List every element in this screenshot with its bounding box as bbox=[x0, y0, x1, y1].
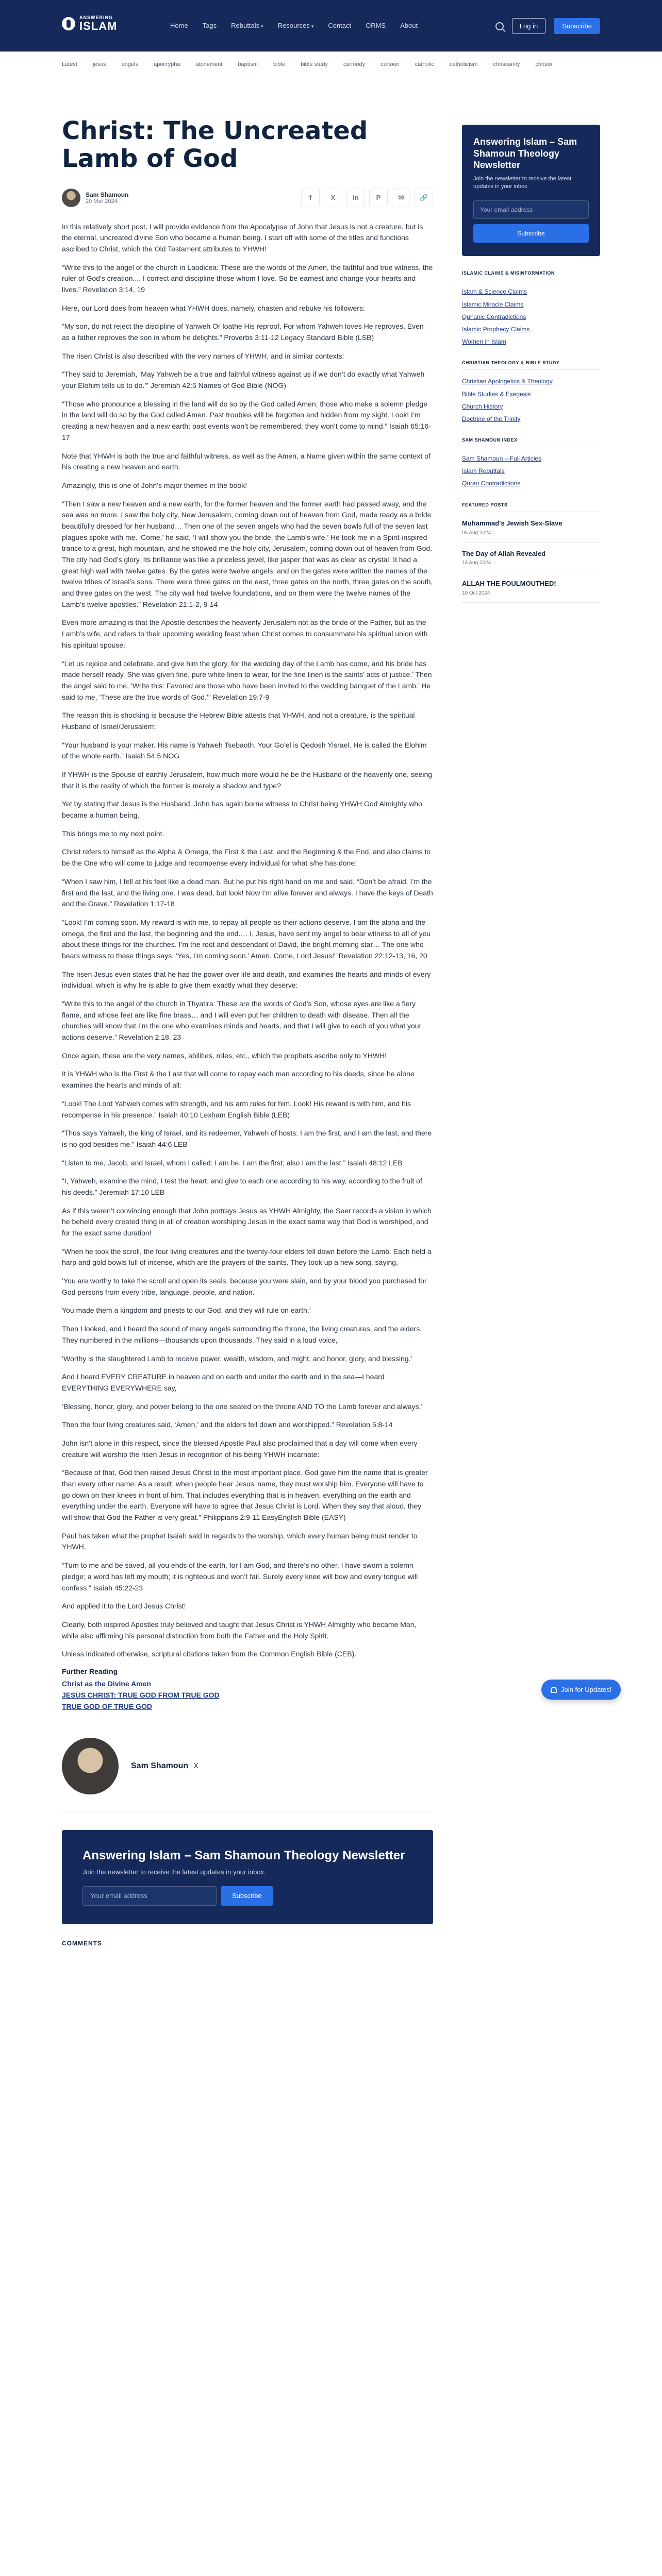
main-nav bbox=[170, 22, 418, 29]
featured-post-date: 13 Aug 2024 bbox=[462, 560, 491, 566]
quote: ‘You are worthy to take the scroll and open its seals, because you were slain, and by your blood you purchased for God persons from every tribe, language, people, and nation. bbox=[62, 1277, 427, 1296]
nav-tags[interactable]: Tags bbox=[202, 22, 217, 29]
author-name: Sam Shamoun bbox=[86, 191, 129, 198]
paragraph: Unless indicated otherwise, scriptural citations taken from the Common English Bible (CEB). bbox=[62, 1650, 357, 1658]
paragraph: John isn’t alone in this respect, since the blessed Apostle Paul also proclaimed that a day will come when every creature will worship the risen Jesus in recognition of his being YHWH incarnate: bbox=[62, 1438, 418, 1459]
further-reading-link[interactable]: TRUE GOD OF TRUE GOD bbox=[62, 1702, 152, 1710]
quote: And I heard EVERY CREATURE in heaven and on earth and under the earth and in the sea—I heard EVERYTHING EVERYWHERE say, bbox=[62, 1372, 385, 1392]
sidebar-link[interactable]: Doctrine of the Trinity bbox=[462, 415, 521, 422]
quote: “Your husband is your maker. His name is Yahweh Tsebaoth. Your Go’el is Qedosh Yisrael. He is called the Elohim of the whole earth.” Isaiah 54:5 NOG bbox=[62, 740, 427, 760]
quote: “Because of that, God then raised Jesus Christ to the most important place. God gave him the name that is greater than every other name. As a result, when people hear Jesus’ name, they must worship him. Everyone will have to go down on their knees in front of him. That includes everything that is in heaven, everything on the earth and everything under the earth. Everyone will have to agree that Jesus Christ is Lord. When they say that aloud, they will show that God the Father is very great.” Philippians 2:9-11 EasyEnglish Bible (EASY) bbox=[62, 1468, 428, 1522]
newsletter-subscribe-button[interactable]: Subscribe bbox=[221, 1886, 273, 1906]
sidebar-section-heading: CHRISTIAN THEOLOGY & BIBLE STUDY bbox=[462, 360, 600, 370]
tag-link[interactable]: christianity bbox=[493, 61, 520, 67]
featured-post[interactable] bbox=[462, 580, 600, 603]
tag-link[interactable]: Latest bbox=[62, 61, 77, 67]
paragraph: This brings me to my next point. bbox=[62, 829, 164, 838]
paragraph: Note that YHWH is both the true and faithful witness, as well as the Amen, a Name given within the same context of his creating a new heaven and earth. bbox=[62, 451, 431, 471]
tag-link[interactable]: christo bbox=[535, 61, 552, 67]
comments-heading: COMMENTS bbox=[62, 1939, 102, 1947]
paragraph: If YHWH is the Spouse of earthly Jerusalem, how much more would he be the Husband of the heavenly one, seeing that it is the reality of which the former is merely a shadow and type? bbox=[62, 770, 433, 790]
quote: ‘Blessing, honor, glory, and power belong to the one seated on the throne AND TO the Lamb forever and always.’ bbox=[62, 1402, 423, 1411]
pinterest-icon[interactable]: P bbox=[369, 189, 388, 207]
nav-rebuttals-label: Rebuttals bbox=[231, 22, 260, 29]
sidebar-section-index bbox=[462, 437, 600, 488]
nav-rebuttals[interactable] bbox=[231, 22, 263, 29]
sidebar-link[interactable]: Islam Rebuttals bbox=[462, 467, 505, 475]
join-updates-label: Join for Updates! bbox=[561, 1686, 612, 1693]
site-header bbox=[0, 0, 662, 52]
newsletter-description: Join the newsletter to receive the latest updates in your inbox. bbox=[82, 1868, 266, 1876]
quote: “Look! The Lord Yahweh comes with strength, and his arm rules for him. Look! His reward is with him, and his recompense in his presence.” Isaiah 40:10 Lexham English Bible (LEB) bbox=[62, 1099, 411, 1119]
tag-link[interactable]: atonement bbox=[195, 61, 223, 67]
quote: “They said to Jeremiah, ‘May Yahweh be a true and faithful witness against us if we don’t do exactly what Yahweh your Elohim tells us to do.’” Jeremiah 42:5 Names of God Bible (NOG) bbox=[62, 370, 425, 390]
sidebar-newsletter-title: Answering Islam – Sam Shamoun Theology Newsletter bbox=[473, 137, 577, 170]
quote: “Turn to me and be saved, all you ends of the earth, for I am God, and there’s no other. I have sworn a solemn pledge; a word has left my mouth; it is righteous and won’t fail. Surely every knee will bow and every tongue will confess.” Isaiah 45:22-23 bbox=[62, 1561, 418, 1592]
sidebar-email-input[interactable] bbox=[473, 200, 589, 219]
sidebar-link[interactable]: Islamic Miracle Claims bbox=[462, 300, 524, 308]
quote: “Let us rejoice and celebrate, and give him the glory, for the wedding day of the Lamb has come, and his bride has made herself ready. She was given fine, pure white linen to wear, for the fine linen is the saints’ acts of justice.’ Then the angel said to me, ‘Write this: Favored are those who have been invited to the wedding banquet of the Lamb.’ He said to me, ‘These are the true words of God.’” Revelation 19:7-9 bbox=[62, 659, 432, 701]
sidebar-link[interactable]: Bible Studies & Exegesis bbox=[462, 390, 531, 398]
quote: “When I saw him, I fell at his feet like a dead man. But he put his right hand on me and said, “Don’t be afraid. I’m the first and the last, and the living one. I was dead, but look! Now I’m alive forever and always. I have the keys of Death and the Grave.” Revelation 1:17-18 bbox=[62, 877, 433, 908]
paragraph: Clearly, both inspired Apostles truly believed and taught that Jesus Christ is YHWH Almighty who became Man, while also affirming his personal distinction from both the Father and the Holy Spirit. bbox=[62, 1620, 417, 1640]
further-reading-heading: Further Reading bbox=[62, 1667, 118, 1675]
paragraph: Christ refers to himself as the Alpha & Omega, the First & the Last, and the Beginning & the End, and also claims to be the One who will come to judge and recompense every individual for what s/he has done: bbox=[62, 848, 431, 868]
newsletter-box bbox=[62, 1830, 433, 1924]
sidebar-link[interactable]: Christian Apologetics & Theology bbox=[462, 378, 553, 385]
paragraph: It is YHWH who is the First & the Last that will come to repay each man according to his deeds, since he alone examines the hearts and minds of all: bbox=[62, 1070, 415, 1090]
paragraph: Amazingly, this is one of John’s major themes in the book! bbox=[62, 481, 247, 489]
author-card bbox=[62, 1721, 433, 1811]
share-bar bbox=[301, 189, 433, 207]
login-button[interactable]: Log in bbox=[512, 18, 545, 34]
linkedin-icon[interactable]: in bbox=[346, 189, 365, 207]
quote: “When he took the scroll, the four living creatures and the twenty-four elders fell down before the Lamb. Each held a harp and gold bowls full of incense, which are the prayers of the saints. They took up a new song, saying, bbox=[62, 1247, 432, 1267]
quote: Then the four living creatures said, ‘Amen,’ and the elders fell down and worshipped.” Revelation 5:8-14 bbox=[62, 1420, 393, 1429]
quote: “Look! I’m coming soon. My reward is with me, to repay all people as their actions deserve. I am the alpha and the omega, the first and the last, the beginning and the end.… I, Jesus, have sent my angel to bear witness to all of you about these things for the churches. I’m the root and descendant of David, the bright morning star… The one who bears witness to these things says, ‘Yes, I’m coming soon.’ Amen. Come, Lord Jesus!” Revelation 22:12-13, 16, 20 bbox=[62, 918, 431, 960]
tag-link[interactable]: catholic bbox=[415, 61, 434, 67]
paragraph: As if this weren’t convincing enough that John portrays Jesus as YHWH Almighty, the Seer records a vision in which he beheld every created thing in all of creation worshiping Jesus in the exact same way that God is worshiped, and for the exact same duration! bbox=[62, 1206, 432, 1237]
paragraph: Once again, these are the very names, abilities, roles, etc., which the prophets ascribe only to YHWH! bbox=[62, 1051, 387, 1060]
sidebar-section-heading: ISLAMIC CLAIMS & MISINFORMATION bbox=[462, 270, 600, 280]
nav-contact[interactable]: Contact bbox=[328, 22, 352, 29]
facebook-icon[interactable]: f bbox=[301, 189, 320, 207]
nav-about[interactable]: About bbox=[400, 22, 418, 29]
tag-link[interactable]: bible study bbox=[301, 61, 328, 67]
paragraph: The risen Jesus even states that he has the power over life and death, and examines the hearts and minds of every individual, which is why he is able to give them exactly what they deserve: bbox=[62, 970, 431, 990]
avatar[interactable] bbox=[62, 1738, 119, 1794]
sidebar-link[interactable]: Sam Shamoun – Full Articles bbox=[462, 455, 542, 463]
featured-post-title: ALLAH THE FOULMOUTHED! bbox=[462, 580, 556, 588]
sidebar-featured-posts bbox=[462, 502, 600, 603]
quote: “I, Yahweh, examine the mind, I test the heart, and give to each one according to his way, according to the fruit of his deeds.” Jeremiah 17:10 LEB bbox=[62, 1177, 422, 1196]
tag-link[interactable]: baptism bbox=[238, 61, 258, 67]
sidebar-link[interactable]: Quran Contradictions bbox=[462, 480, 521, 487]
quote: ‘Worthy is the slaughtered Lamb to receive power, wealth, wisdom, and might, and honor, glory, and blessing.’ bbox=[62, 1354, 412, 1363]
sidebar-link[interactable]: Islamic Prophecy Claims bbox=[462, 325, 530, 333]
further-reading-link[interactable]: Christ as the Divine Amen bbox=[62, 1679, 151, 1688]
subscribe-button[interactable]: Subscribe bbox=[554, 18, 600, 34]
quote: “Listen to me, Jacob, and Israel, whom I called: I am he. I am the first; also I am the last.” Isaiah 48:12 LEB bbox=[62, 1158, 403, 1167]
sidebar-link[interactable]: Women in Islam bbox=[462, 338, 506, 346]
sidebar-section-heading: FEATURED POSTS bbox=[462, 502, 600, 512]
featured-post-title: The Day of Allah Revealed bbox=[462, 549, 546, 557]
quote: “My son, do not reject the discipline of Yahweh Or loathe His reproof, For whom Yahweh loves He reproves, Even as a father reproves the son in whom he delights.” Proverbs 3:11-12 Legacy Standard Bible (LSB) bbox=[62, 322, 424, 342]
author-card-name[interactable]: Sam Shamoun bbox=[131, 1761, 189, 1770]
tag-link[interactable]: catholicism bbox=[450, 61, 478, 67]
quote: Then I looked, and I heard the sound of many angels surrounding the throne, the living creatures, and the elders. They numbered in the millions—thousands upon thousands. They said in a loud voice, bbox=[62, 1325, 422, 1344]
article-author[interactable] bbox=[62, 189, 128, 207]
nav-orms[interactable]: ORMS bbox=[366, 22, 386, 29]
logo-big-text: ISLAM bbox=[79, 20, 118, 33]
featured-post-date: 05 Aug 2024 bbox=[462, 530, 491, 536]
publish-date: 20 Mar 2024 bbox=[86, 198, 118, 205]
tag-link[interactable]: jesus bbox=[92, 61, 106, 67]
sidebar-newsletter bbox=[462, 125, 600, 256]
nav-resources-label: Resources bbox=[277, 22, 310, 29]
newsletter-title: Answering Islam – Sam Shamoun Theology Newsletter bbox=[82, 1848, 405, 1862]
featured-post[interactable] bbox=[462, 519, 600, 543]
paragraph: And applied it to the Lord Jesus Christ! bbox=[62, 1602, 186, 1611]
paragraph: In this relatively short post, I will provide evidence from the Apocalypse of John that Jesus is not a creature, but is the eternal, uncreated divine Son who became a human being. I start off with some of the titles and functions ascribed to Christ, which the Old Testament attributes to YHWH! bbox=[62, 222, 423, 253]
sidebar-section-heading: SAM SHAMOUN INDEX bbox=[462, 437, 600, 447]
sidebar-newsletter-description: Join the newsletter to receive the latest updates in your inbox. bbox=[473, 175, 572, 190]
tag-link[interactable]: carmody bbox=[343, 61, 365, 67]
join-updates-button[interactable] bbox=[541, 1680, 621, 1700]
paragraph: Yet by stating that Jesus is the Husband, John has again borne witness to Christ being YHWH God Almighty who became a human being. bbox=[62, 800, 422, 820]
nav-home[interactable]: Home bbox=[170, 22, 188, 29]
tag-link[interactable]: angels bbox=[121, 61, 139, 67]
chevron-down-icon: ▾ bbox=[311, 24, 314, 29]
sidebar-subscribe-button[interactable]: Subscribe bbox=[473, 224, 589, 243]
paragraph: The risen Christ is also described with the very names of YHWH, and in similar contexts: bbox=[62, 351, 344, 360]
logo-small-text: ANSWERING bbox=[79, 15, 113, 20]
featured-post-date: 10 Oct 2024 bbox=[462, 590, 490, 597]
article-body bbox=[62, 222, 433, 1710]
quote: “Those who pronounce a blessing in the land will do so by the God called Amen; those who make a solemn pledge in the land will do so by the God called Amen. Past troubles will be forgotten and hidden from my sight. Look! I’m creating a new heaven and a new earth: past events won’t be remembered; they won’t come to mind.” Isaiah 65:16-17 bbox=[62, 399, 431, 442]
quote: You made them a kingdom and priests to our God, and they will rule on earth.’ bbox=[62, 1306, 311, 1315]
tag-link[interactable]: apocrypha bbox=[154, 61, 180, 67]
x-icon[interactable]: X bbox=[324, 189, 342, 207]
paragraph: Here, our Lord does from heaven what YHWH does, namely, chasten and rebuke his followers: bbox=[62, 303, 365, 312]
avatar bbox=[62, 189, 80, 207]
featured-post[interactable] bbox=[462, 550, 600, 573]
quote: “Write this to the angel of the church in Laodicea: These are the words of the Amen, the faithful and true witness, the ruler of God’s creation.... I correct and discipline those whom I love. So be earnest and change your hearts and lives.” Revelation 3:14, 19 bbox=[62, 263, 433, 294]
sidebar-link[interactable]: Islam & Science Claims bbox=[462, 288, 527, 296]
further-reading-link[interactable]: JESUS CHRIST: TRUE GOD FROM TRUE GOD bbox=[62, 1690, 220, 1699]
article bbox=[62, 77, 433, 1947]
sidebar-link[interactable]: Church History bbox=[462, 402, 503, 410]
quote: “Write this to the angel of the church in Thyatira: These are the words of God’s Son, whose eyes are like a fiery flame, and whose feet are like fine brass… and I will even put her children to death with disease. Then all the churches will know that I’m the one who examines minds and hearts, and that I will give to each of you what your actions deserve.” Revelation 2:18, 23 bbox=[62, 999, 422, 1042]
paragraph: The reason this is shocking is because the Hebrew Bible attests that YHWH, and not a creature, is the spiritual Husband of Israel/Jerusalem: bbox=[62, 711, 415, 731]
x-icon[interactable]: X bbox=[193, 1761, 198, 1770]
chevron-down-icon: ▾ bbox=[261, 24, 263, 29]
email-icon[interactable]: ✉ bbox=[392, 189, 410, 207]
quote: “Then I saw a new heaven and a new earth, for the former heaven and the former earth had passed away, and the sea was no more. I saw the holy city, New Jerusalem, coming down out of heaven from God, made ready as a bride beautifully dressed for her husband… Then one of the seven angels who had the seven bowls full of the seven last plagues spoke with me. ‘Come,’ he said, ‘I will show you the bride, the Lamb’s wife.’ He took me in a Spirit-inspired trance to a great, high mountain, and he showed me the holy city, Jerusalem, coming down out of heaven from God. The city had God’s glory. Its brilliance was like a priceless jewel, like jasper that was as clear as crystal. It had a great high wall with twelve gates. By the gates were twelve angels, and on the gates were written the names of the twelve tribes of Israel’s sons. There were three gates on the east, three gates on the north, three gates on the south, and three gates on the west. The city wall had twelve foundations, and on them were the twelve names of the Lamb’s twelve apostles.” Revelation 21:1-2, 9-14 bbox=[62, 499, 433, 608]
sidebar-section-islamic-claims bbox=[462, 270, 600, 346]
logo-icon bbox=[62, 17, 75, 30]
bell-icon bbox=[551, 1687, 557, 1693]
sidebar-section-theology bbox=[462, 360, 600, 423]
nav-resources[interactable] bbox=[278, 22, 314, 29]
newsletter-email-input[interactable] bbox=[82, 1886, 217, 1906]
site-logo[interactable] bbox=[62, 15, 117, 32]
sidebar-link[interactable]: Qur'anic Contradictions bbox=[462, 313, 526, 320]
quote: “Thus says Yahweh, the king of Israel, and its redeemer, Yahweh of hosts: I am the first, and I am the last, and there is no god besides me.” Isaiah 44:6 LEB bbox=[62, 1129, 432, 1148]
article-title: Christ: The Uncreated Lamb of God bbox=[62, 116, 368, 173]
search-icon[interactable] bbox=[495, 22, 504, 30]
link-icon[interactable]: 🔗 bbox=[415, 189, 433, 207]
featured-post-title: Muhammad's Jewish Sex-Slave bbox=[462, 519, 562, 527]
tag-link[interactable]: bible bbox=[273, 61, 286, 67]
paragraph: Even more amazing is that the Apostle describes the heavenly Jerusalem not as the bride of the Father, but as the Lamb’s wife, and refers to their upcoming wedding feast when Christ comes to consummate his spiritual union with his spiritual spouse: bbox=[62, 618, 428, 649]
paragraph: Paul has taken what the prophet Isaiah said in regards to the worship, which every human being must render to YHWH, bbox=[62, 1531, 418, 1551]
sidebar bbox=[462, 77, 600, 1947]
tag-link[interactable]: cartoon bbox=[380, 61, 400, 67]
tag-bar bbox=[0, 52, 662, 77]
